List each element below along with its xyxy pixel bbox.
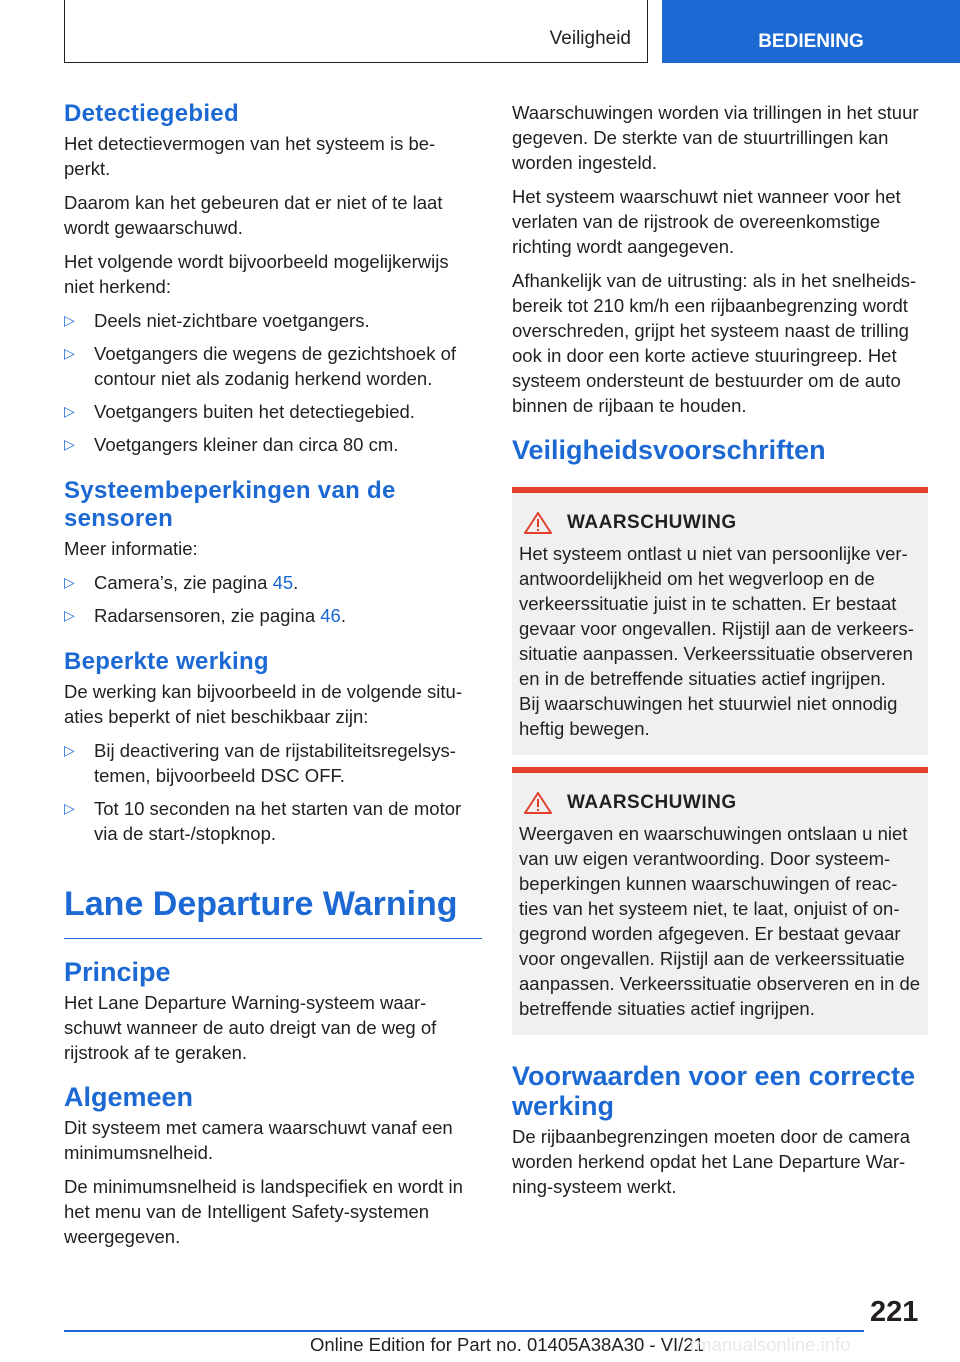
heading-principe: Principe — [64, 957, 171, 987]
watermark: rmanualsonline.info — [690, 1334, 851, 1355]
header-chapter-tab: BEDIENING — [662, 0, 960, 63]
warning-text: Het systeem ontlast u niet van persoonlijke ver- antwoordelijkheid om het wegverloop en de verkeerssituatie juist in te schatten. Er bestaat gevaar voor ongevallen. Rijstijl aan de verkeers- situatie aanpassen. Verkeerssituatie observeren en in de betreffende situaties actief ingrijpen. — [519, 543, 914, 689]
triangle-bullet-icon: ▷ — [64, 574, 75, 590]
paragraph: Meer informatie: — [64, 538, 198, 559]
page-number: 221 — [870, 1296, 919, 1328]
paragraph: Het volgende wordt bijvoorbeeld mogelijkerwijs niet herkend: — [64, 251, 449, 297]
heading-detectiegebied: Detectiegebied — [64, 100, 239, 127]
header-section-label: Veiligheid — [549, 28, 631, 49]
paragraph: De werking kan bijvoorbeeld in de volgende situ- aties beperkt of niet beschikbaar zijn: — [64, 681, 462, 727]
heading-lane-departure-warning: Lane Departure Warning — [64, 884, 482, 939]
page-link-46[interactable]: 46 — [320, 605, 341, 626]
paragraph: De rijbaanbegrenzingen moeten door de camera worden herkend opdat het Lane Departure War- ning-systeem werkt. — [512, 1126, 911, 1197]
warning-box — [512, 767, 928, 1035]
list-item: ▷ Voetgangers die wegens de gezichtshoek of contour niet als zodanig herkend worden. — [64, 343, 457, 389]
list-item: ▷ Camera’s, zie pagina 45. — [64, 572, 299, 593]
heading-veiligheidsvoorschriften: Veiligheidsvoorschriften — [512, 435, 826, 465]
paragraph: Het detectievermogen van het systeem is be- perkt. — [64, 133, 436, 179]
triangle-bullet-icon: ▷ — [64, 345, 75, 361]
warning-title: WAARSCHUWING — [567, 512, 737, 533]
bullet-list — [64, 308, 482, 457]
paragraph: Het systeem waarschuwt niet wanneer voor het verlaten van de rijstrook de overeenkomstige richting wordt aangegeven. — [512, 186, 901, 257]
footer-divider — [64, 1330, 864, 1332]
triangle-bullet-icon: ▷ — [64, 742, 75, 758]
heading-algemeen: Algemeen — [64, 1082, 194, 1112]
paragraph: Afhankelijk van de uitrusting: als in het snelheids- bereik tot 210 km/h een rijbaanbegrenzing wordt overschreden, grijpt het systeem naast de trilling ook in door een korte actieve stuuringreep. Het systeem ondersteunt de bestuurder om de auto binnen de rijbaan te houden. — [512, 270, 917, 416]
list-item: ▷ Radarsensoren, zie pagina 46. — [64, 605, 346, 626]
paragraph: Het Lane Departure Warning-systeem waar- schuwt wanneer de auto dreigt van de weg of rijstrook af te geraken. — [64, 992, 437, 1063]
warning-text: Weergaven en waarschuwingen ontslaan u niet van uw eigen verantwoording. Door systeem- beperkingen kunnen waarschuwingen of reac- ties van het systeem niet, te laat, onjuist of on- gegrond worden afgegeven. Er bestaat gevaar voor ongevallen. Rijstijl aan de verkeerssituatie aanpassen. Verkeerssituatie observeren en in de betreffende situaties actief ingrijpen. — [519, 823, 921, 1019]
triangle-bullet-icon: ▷ — [64, 312, 75, 328]
list-item: ▷ Voetgangers kleiner dan circa 80 cm. — [64, 434, 399, 455]
paragraph: Waarschuwingen worden via trillingen in het stuur gegeven. De sterkte van de stuurtrillingen kan worden ingesteld. — [512, 102, 919, 173]
page-link-45[interactable]: 45 — [272, 572, 294, 593]
paragraph: Dit systeem met camera waarschuwt vanaf een minimumsnelheid. — [64, 1117, 453, 1163]
list-item: ▷ Voetgangers buiten het detectiegebied. — [64, 401, 415, 422]
list-item: ▷ Tot 10 seconden na het starten van de motor via de start-/stopknop. — [64, 798, 462, 844]
triangle-bullet-icon: ▷ — [64, 403, 75, 419]
warning-title: WAARSCHUWING — [567, 792, 737, 813]
footer-edition: Online Edition for Part no. 01405A38A30 - VI/21 — [310, 1334, 704, 1355]
paragraph: De minimumsnelheid is landspecifiek en wordt in het menu van de Intelligent Safety-systemen weergegeven. — [64, 1176, 463, 1247]
left-column — [64, 100, 482, 1258]
triangle-bullet-icon: ▷ — [64, 607, 75, 623]
warning-box — [512, 487, 928, 755]
heading-beperkte-werking: Beperkte werking — [64, 648, 269, 675]
list-item: ▷ Deels niet-zichtbare voetgangers. — [64, 310, 370, 331]
triangle-bullet-icon: ▷ — [64, 436, 75, 452]
header-section-box — [64, 0, 648, 63]
paragraph: Daarom kan het gebeuren dat er niet of te laat wordt gewaarschuwd. — [64, 192, 443, 238]
warning-triangle-icon — [523, 791, 553, 815]
triangle-bullet-icon: ▷ — [64, 800, 75, 816]
bullet-list — [64, 738, 482, 846]
heading-voorwaarden: Voorwaarden voor een correcte werking — [512, 1061, 916, 1121]
warning-triangle-icon — [523, 511, 553, 535]
warning-text: Bij waarschuwingen het stuurwiel niet onnodig heftig bewegen. — [519, 693, 898, 739]
list-item: ▷ Bij deactivering van de rijstabiliteitsregelsys- temen, bijvoorbeeld DSC OFF. — [64, 740, 456, 786]
bullet-list — [64, 570, 482, 628]
heading-systeembeperkingen: Systeembeperkingen van de sensoren — [64, 477, 396, 532]
right-column — [512, 100, 928, 1208]
